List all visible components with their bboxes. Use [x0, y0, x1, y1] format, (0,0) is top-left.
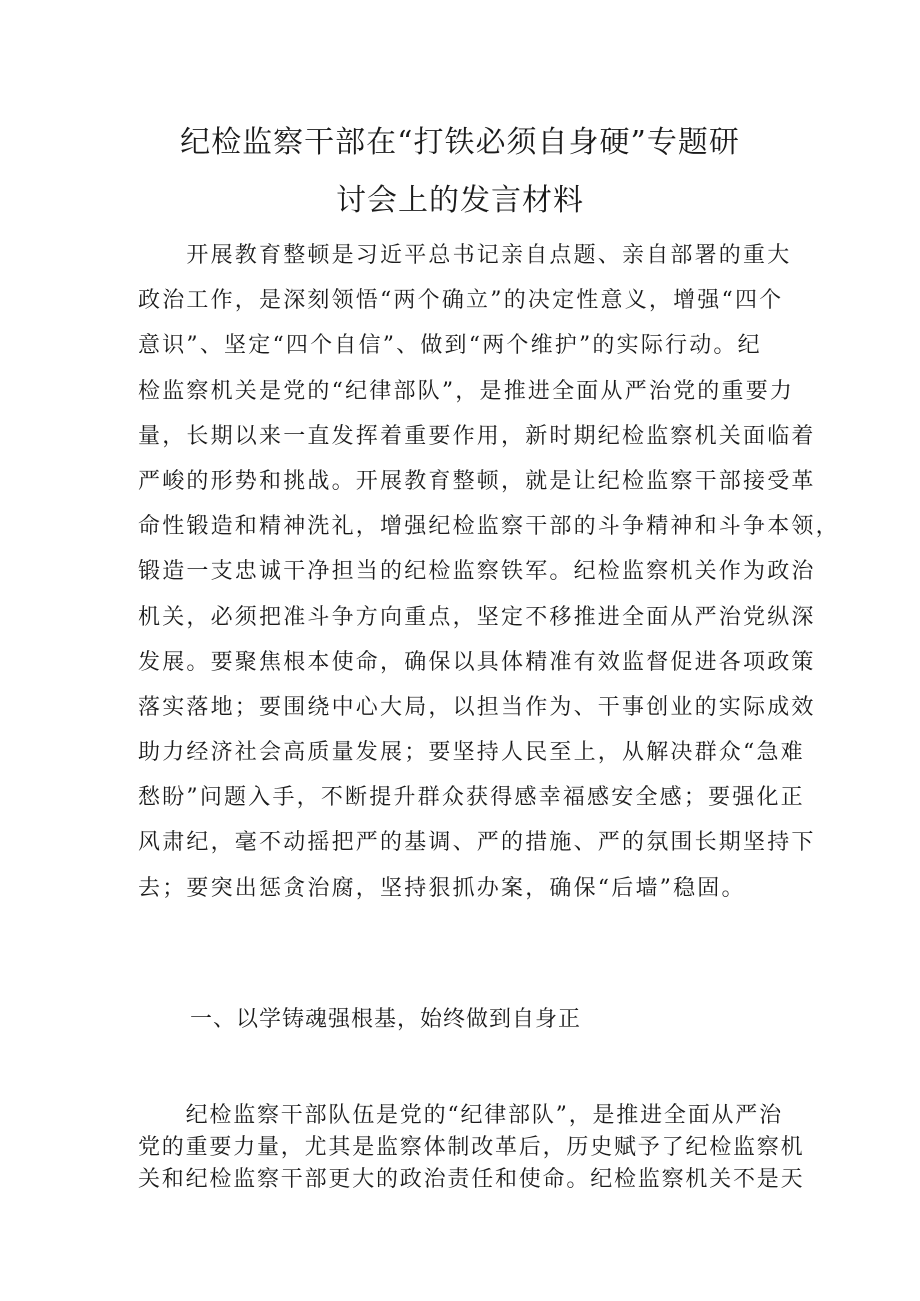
document-title-line-2: 讨会上的发言材料 [336, 183, 584, 218]
text-line: 严峻的形势和挑战。开展教育整顿，就是让纪检监察干部接受革 [138, 468, 816, 494]
text-line: 落实落地；要围绕中心大局，以担当作为、干事创业的实际成效 [138, 694, 816, 720]
text-line: 发展。要聚焦根本使命，确保以具体精准有效监督促进各项政策 [138, 649, 816, 675]
text-line: 纪检监察干部队伍是党的“纪律部队”，是推进全面从严治 [138, 1103, 783, 1128]
text-line: 锻造一支忠诚干净担当的纪检监察铁军。纪检监察机关作为政治 [138, 559, 816, 585]
text-line: 去；要突出惩贪治腐，坚持狠抓办案，确保“后墙”稳固。 [138, 875, 746, 901]
text-line: 机关，必须把准斗争方向重点，坚定不移推进全面从严治党纵深 [138, 604, 816, 630]
text-line: 意识”、坚定“四个自信”、做到“两个维护”的实际行动。纪 [138, 333, 762, 359]
section-heading-1: 一、以学铸魂强根基，始终做到自身正 [190, 1007, 582, 1032]
text-line: 助力经济社会高质量发展；要坚持人民至上，从解决群众“急难 [138, 740, 805, 766]
paragraph-1 [138, 233, 840, 911]
text-line: 风肃纪，毫不动摇把严的基调、严的措施、严的氛围长期坚持下 [138, 830, 816, 856]
text-line: 命性锻造和精神洗礼，增强纪检监察干部的斗争精神和斗争本领， [138, 514, 840, 540]
text-line: 党的重要力量，尤其是监察体制改革后，历史赋予了纪检监察机 [138, 1135, 805, 1160]
text-line: 开展教育整顿是习近平总书记亲自点题、亲自部署的重大 [138, 243, 792, 268]
text-line: 愁盼”问题入手，不断提升群众获得感幸福感安全感；要强化正 [138, 785, 805, 811]
document-title-line-1: 纪检监察干部在“打铁必须自身硬”专题研 [180, 125, 740, 160]
text-line: 政治工作，是深刻领悟“两个确立”的决定性意义，增强“四个 [138, 288, 784, 314]
text-line: 关和纪检监察干部更大的政治责任和使命。纪检监察机关不是天 [138, 1167, 805, 1192]
paragraph-2 [138, 1100, 805, 1196]
text-line: 检监察机关是党的“纪律部队”，是推进全面从严治党的重要力 [138, 378, 795, 404]
text-line: 量，长期以来一直发挥着重要作用，新时期纪检监察机关面临着 [138, 423, 816, 449]
